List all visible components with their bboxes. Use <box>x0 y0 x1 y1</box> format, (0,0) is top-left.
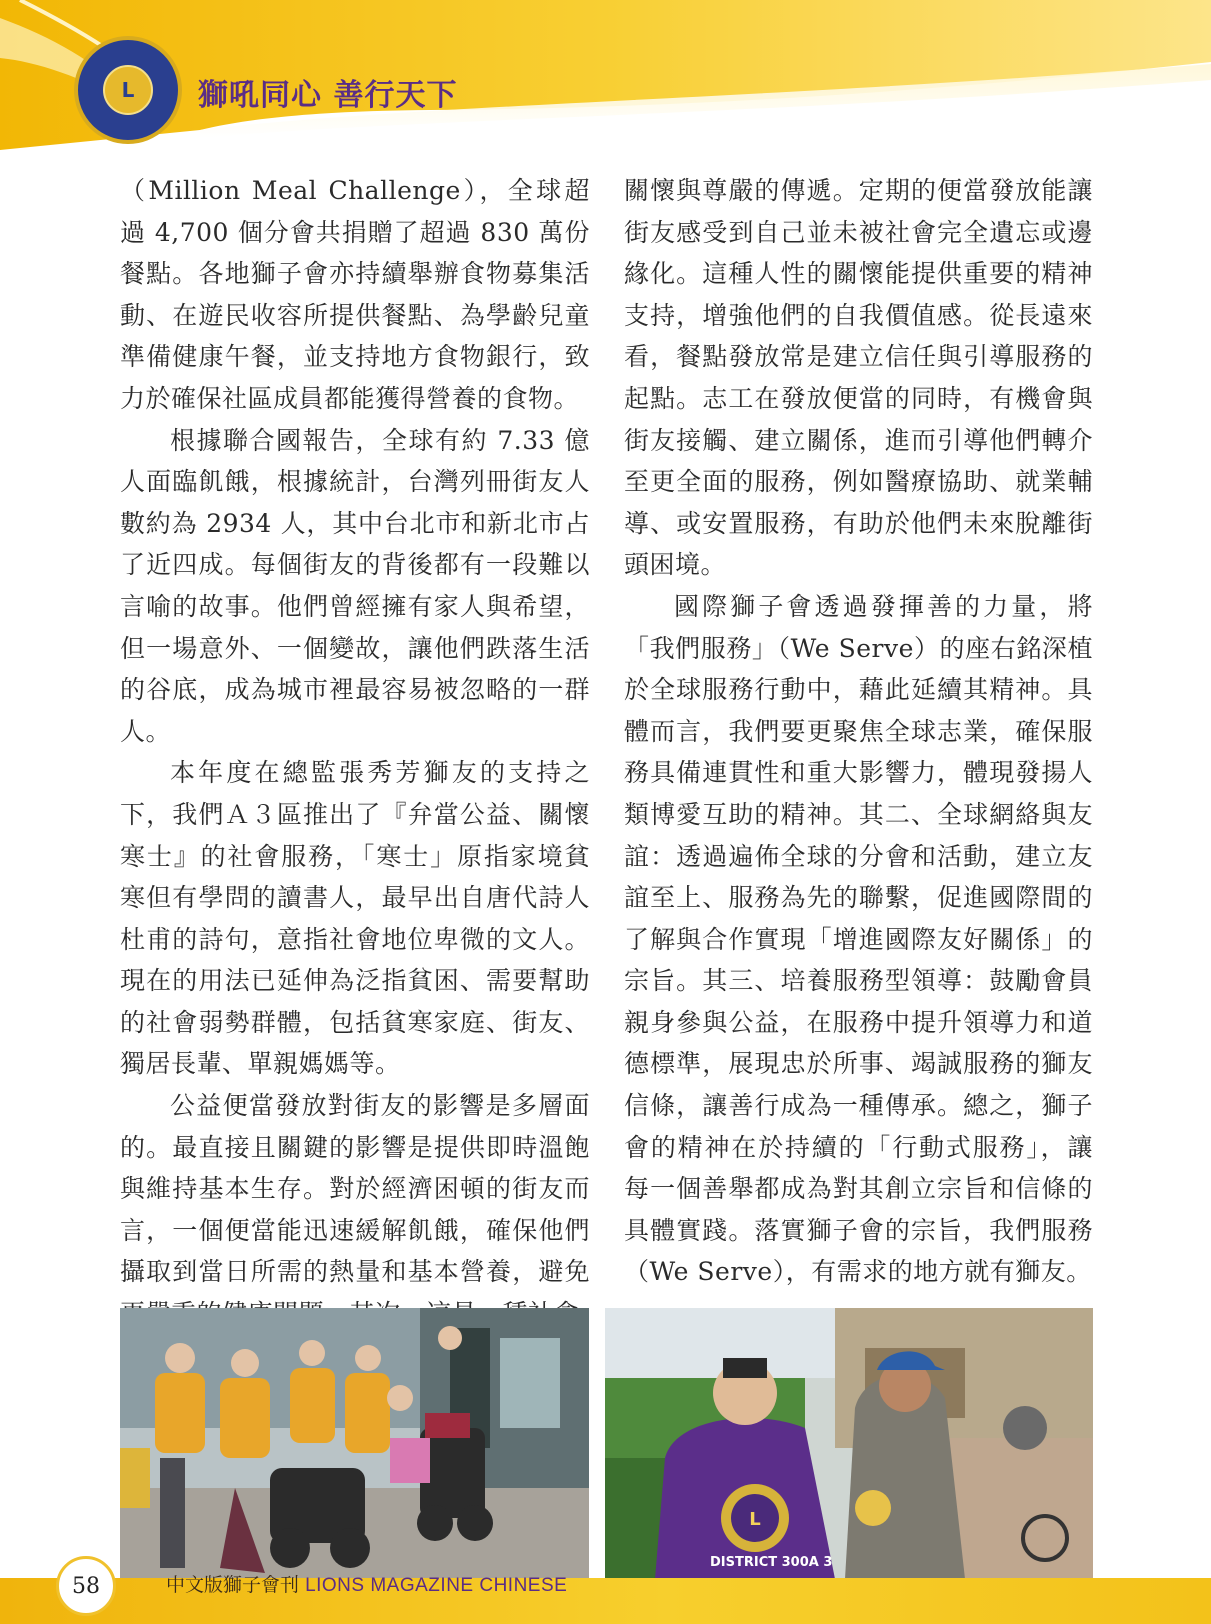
paragraph: 關懷與尊嚴的傳遞。定期的便當發放能讓街友感受到自己並未被社會完全遺忘或邊緣化。這種人性的關懷能提供重要的精神支持，增強他們的自我價值感。從長遠來看，餐點發放常是建立信任與引導服務的起點。志工在發放便當的同時，有機會與街友接觸、建立關係，進而引導他們轉介至更全面的服務，例如醫療協助、就業輔導、或安置服務，有助於他們未來脫離街頭困境。 <box>624 176 1093 580</box>
article-left-column <box>120 170 590 1335</box>
photo-bento-handover <box>605 1308 1093 1579</box>
magazine-title <box>166 1570 567 1597</box>
page-number: 58 <box>56 1556 116 1616</box>
magazine-title-zh: 中文版獅子會刊 <box>166 1574 300 1596</box>
header-slogan: 獅吼同心 善行天下 <box>198 78 458 113</box>
vest-district-text: DISTRICT 300A 3 <box>710 1555 833 1570</box>
photo-volunteers-street <box>120 1308 589 1579</box>
article-right-column <box>624 170 1093 1293</box>
svg-text:L: L <box>749 1509 761 1530</box>
magazine-title-en: LIONS MAGAZINE CHINESE <box>305 1575 568 1596</box>
paragraph: 根據聯合國報告，全球有約 7.33 億人面臨飢餓，根據統計，台灣列冊街友人數約為 2934 人，其中台北市和新北市占了近四成。每個街友的背後都有一段難以言喻的故事。他們曾經擁有家人與希望，但一場意外、一個變故，讓他們跌落生活的谷底，成為城市裡最容易被忽略的一群人。 <box>120 425 590 746</box>
paragraph: 國際獅子會透過發揮善的力量，將「我們服務」（We Serve）的座右銘深植於全球服務行動中，藉此延續其精神。具體而言，我們要更聚焦全球志業，確保服務具備連貫性和重大影響力，體現發揚人類博愛互助的精神。其二、全球網絡與友誼：透過遍佈全球的分會和活動，建立友誼至上、服務為先的聯繫，促進國際間的了解與合作實現「增進國際友好關係」的宗旨。其三、培養服務型領導：鼓勵會員親身參與公益，在服務中提升領導力和道德標準，展現忠於所事、竭誠服務的獅友信條，讓善行成為一種傳承。總之，獅子會的精神在於持續的「行動式服務」，讓每一個善舉都成為對其創立宗旨和信條的具體實踐。落實獅子會的宗旨，我們服務（We Serve），有需求的地方就有獅友。 <box>624 591 1093 1287</box>
lions-logo-icon: L <box>103 65 153 115</box>
lions-district-seal <box>74 36 182 144</box>
paragraph: 本年度在總監張秀芳獅友的支持之下，我們Ａ３區推出了『弁當公益、關懷寒士』的社會服務，「寒士」原指家境貧寒但有學問的讀書人，最早出自唐代詩人杜甫的詩句，意指社會地位卑微的文人。現在的用法已延伸為泛指貧困、需要幫助的社會弱勢群體，包括貧寒家庭、街友、獨居長輩、單親媽媽等。 <box>120 758 590 1079</box>
paragraph: （Million Meal Challenge），全球超過 4,700 個分會共捐贈了超過 830 萬份餐點。各地獅子會亦持續舉辦食物募集活動、在遊民收容所提供餐點、為學齡兒童準備健康午餐，並支持地方食物銀行，致力於確保社區成員都能獲得營養的食物。 <box>120 176 590 413</box>
paragraph: 公益便當發放對街友的影響是多層面的。最直接且關鍵的影響是提供即時溫飽與維持基本生存。對於經濟困頓的街友而言，一個便當能迅速緩解飢餓，確保他們攝取到當日所需的熱量和基本營養，避免 <box>120 1091 590 1287</box>
